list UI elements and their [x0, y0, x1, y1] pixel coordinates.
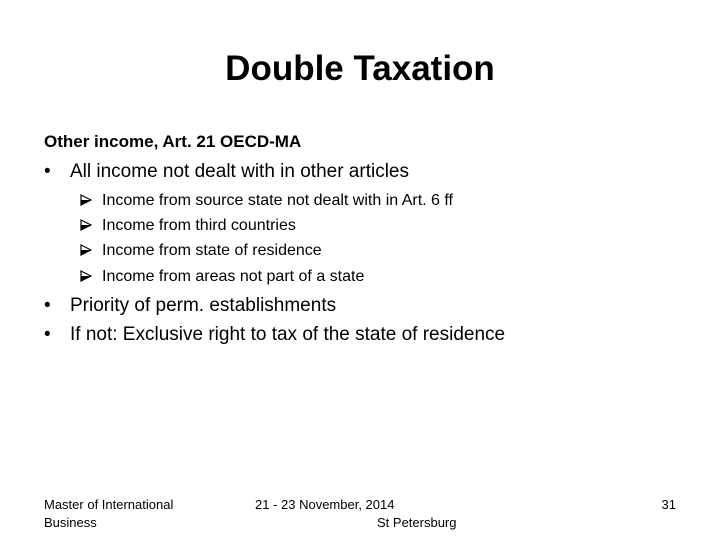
- bullet-text: Priority of perm. establishments: [70, 295, 337, 316]
- sub-bullet-item: [80, 216, 296, 236]
- sub-bullet-item: [80, 191, 453, 211]
- bullet-item: [44, 294, 336, 318]
- bullet-item: [44, 160, 409, 184]
- bullet-text: If not: Exclusive right to tax of the state of residence: [70, 324, 506, 345]
- arrow-bullet-icon: [80, 241, 102, 261]
- sub-bullet-item: [80, 241, 322, 261]
- bullet-dot-icon: •: [44, 324, 51, 345]
- bullet-dot-icon: •: [44, 161, 51, 182]
- sub-bullet-text: Income from third countries: [102, 217, 296, 234]
- arrow-bullet-icon: [80, 216, 102, 236]
- sub-bullet-item: [80, 267, 364, 287]
- sub-bullet-text: Income from source state not dealt with in Art. 6 ff: [102, 192, 453, 209]
- section-heading: Other income, Art. 21 OECD-MA: [44, 132, 302, 151]
- sub-bullet-text: Income from state of residence: [102, 242, 322, 259]
- bullet-item: [44, 323, 505, 347]
- sub-bullet-text: Income from areas not part of a state: [102, 268, 365, 285]
- footer-program: Master of International Business: [44, 497, 174, 530]
- footer-date: 21 - 23 November, 2014: [255, 497, 395, 512]
- footer-event: [255, 496, 457, 532]
- slide-title: Double Taxation: [225, 49, 495, 88]
- footer-location: St Petersburg: [377, 515, 457, 530]
- bullet-dot-icon: •: [44, 295, 51, 316]
- bullet-text: All income not dealt with in other articles: [70, 161, 409, 182]
- arrow-bullet-icon: [80, 191, 102, 211]
- page-number: 31: [661, 497, 676, 512]
- arrow-bullet-icon: [80, 267, 102, 287]
